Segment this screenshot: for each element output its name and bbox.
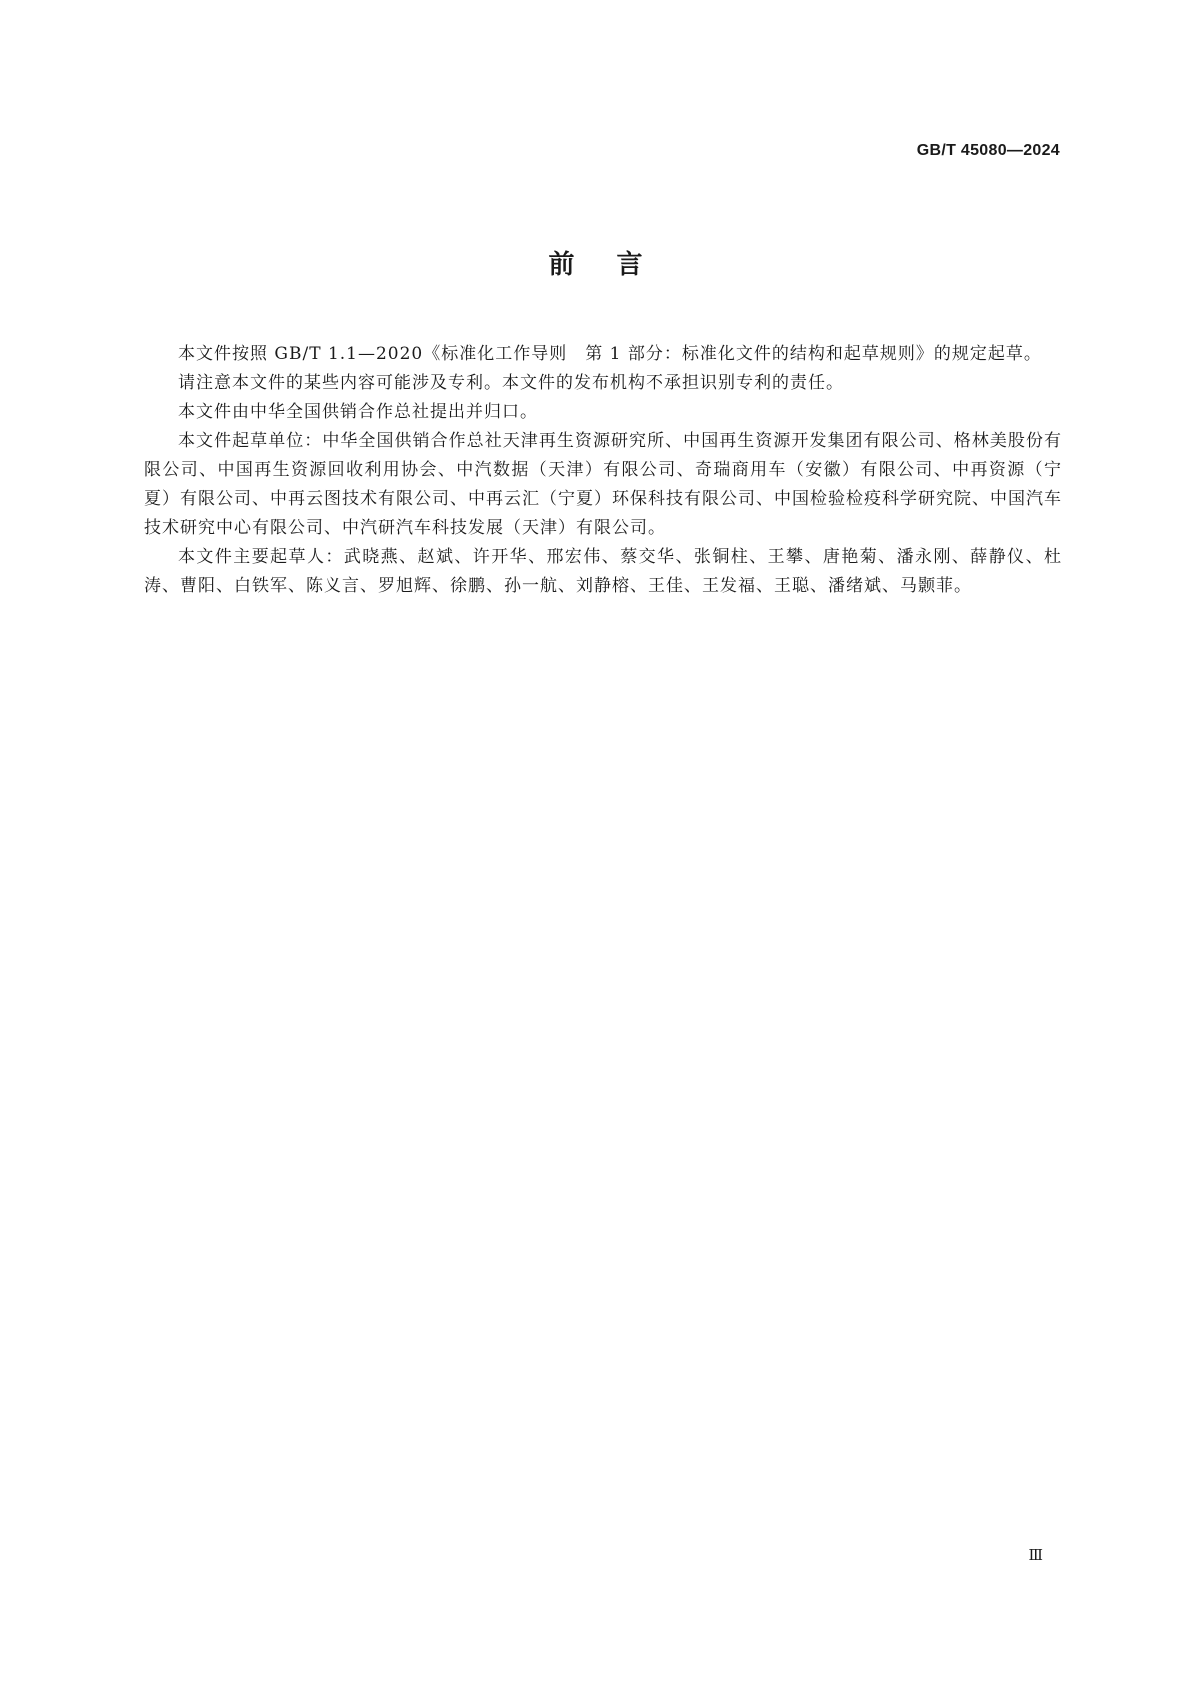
document-body (144, 340, 1062, 601)
paragraph-drafters: 本文件主要起草人：武晓燕、赵斌、许开华、邢宏伟、蔡交华、张铜柱、王攀、唐艳菊、潘永刚、薛静仪、杜涛、曹阳、白铁军、陈义言、罗旭辉、徐鹏、孙一航、刘静榕、王佳、王发福、王聪、潘绪斌、马颢菲。 (144, 547, 1062, 596)
paragraph-drafting-units: 本文件起草单位：中华全国供销合作总社天津再生资源研究所、中国再生资源开发集团有限公司、格林美股份有限公司、中国再生资源回收利用协会、中汽数据（天津）有限公司、奇瑞商用车（安徽）有限公司、中再资源（宁夏）有限公司、中再云图技术有限公司、中再云汇（宁夏）环保科技有限公司、中国检验检疫科学研究院、中国汽车技术研究中心有限公司、中汽研汽车科技发展（天津）有限公司。 (144, 431, 1062, 538)
page-number: Ⅲ (1028, 1546, 1043, 1564)
paragraph-patent-notice: 请注意本文件的某些内容可能涉及专利。本文件的发布机构不承担识别专利的责任。 (178, 373, 844, 393)
paragraph-proposer: 本文件由中华全国供销合作总社提出并归口。 (178, 402, 538, 422)
paragraph-drafting-rules: 本文件按照 GB/T 1.1—2020《标准化工作导则 第 1 部分：标准化文件的结构和起草规则》的规定起草。 (178, 344, 1042, 364)
standard-code: GB/T 45080—2024 (916, 142, 1060, 159)
page-title: 前言 (548, 250, 685, 280)
